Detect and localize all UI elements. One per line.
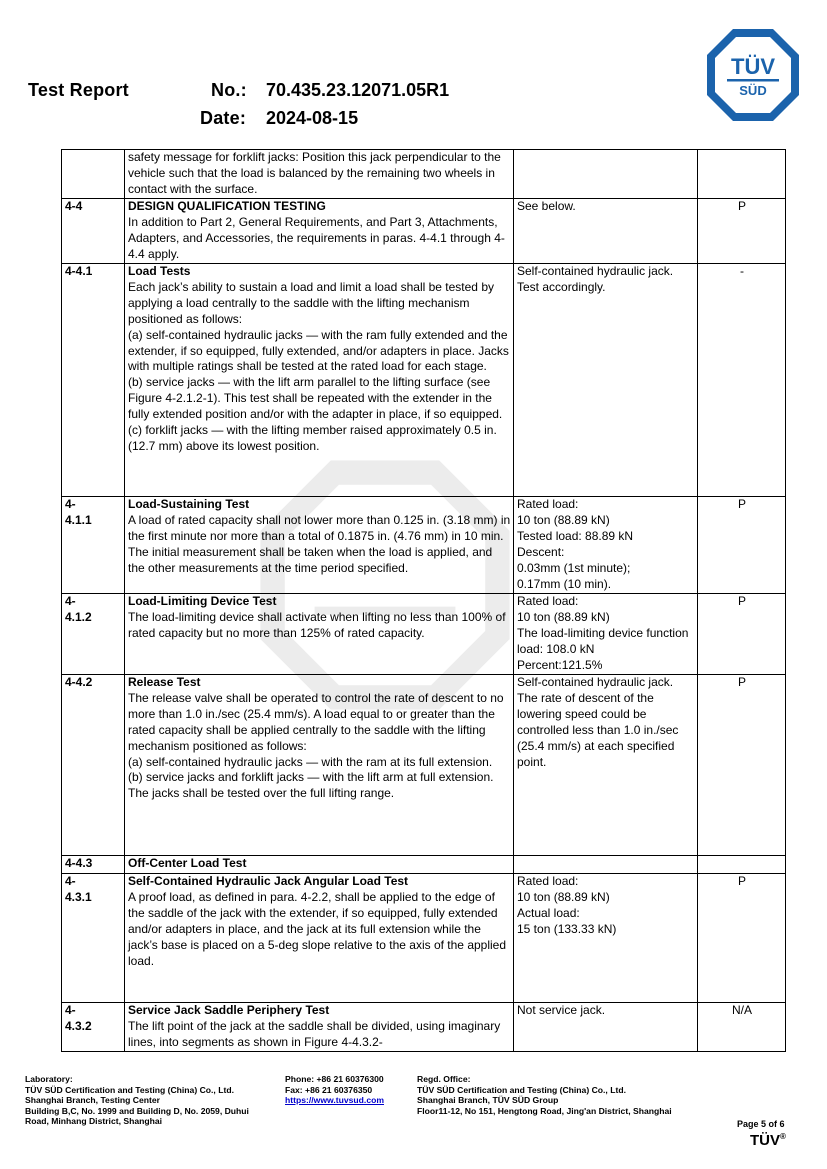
requirements-table <box>61 149 786 1052</box>
footer-phone: Phone: +86 21 60376300 <box>285 1074 384 1084</box>
footer-line: Laboratory: <box>25 1074 73 1084</box>
footer-line: Building B,C, No. 1999 and Building D, No. 2059, Duhui <box>25 1105 249 1116</box>
footer-fax: Fax: +86 21 60376350 <box>285 1084 373 1095</box>
requirement-text: (a) self-contained hydraulic jacks — with the ram fully extended and the extender, if so equipped, fully extended, and/or adapters in place. Jacks with multiple ratings shall be tested at the rated load for each stage. <box>128 327 509 374</box>
clause-title: Load-Sustaining Test <box>128 497 250 511</box>
tuv-sud-logo <box>705 27 801 123</box>
footer-line: TÜV SÜD Certification and Testing (China) Co., Ltd. <box>25 1084 234 1095</box>
clause-title: DESIGN QUALIFICATION TESTING <box>128 199 326 213</box>
requirement-cell <box>125 1003 514 1052</box>
result-line: Tested load: 88.89 kN <box>517 528 634 543</box>
footer-website-link[interactable]: https://www.tuvsud.com <box>285 1095 384 1106</box>
table-row <box>62 1003 786 1052</box>
report-number: 70.435.23.12071.05R1 <box>266 80 450 100</box>
requirement-text: safety message for forklift jacks: Position this jack perpendicular to the vehicle such that the load is balanced by the remaining two wheels in contact with the surface. <box>128 150 501 196</box>
verdict <box>698 856 786 874</box>
requirement-text: (b) service jacks and forklift jacks — with the lift arm at full extension. The jacks shall be tested over the full lifting range. <box>128 770 494 801</box>
clause-number: 4- 4.3.1 <box>62 874 125 1003</box>
footer-line: TÜV SÜD Certification and Testing (China) Co., Ltd. <box>417 1084 626 1095</box>
verdict <box>698 150 786 199</box>
result-line: The rate of descent of the lowering speed could be controlled less than 1.0 in./sec (25.4 mm/s) at each specified point. <box>517 690 679 769</box>
table-row <box>62 150 786 199</box>
requirement-text: (b) service jacks — with the lift arm parallel to the lifting surface (see Figure 4-2.1.2-1). This test shall be repeated with the extender in the fully extended position and/or with the adapter in place, if so equipped. <box>128 375 503 422</box>
verdict: P <box>698 594 786 675</box>
clause-number: 4- 4.1.2 <box>62 594 125 675</box>
result-line: 0.03mm (1st minute); <box>517 560 631 575</box>
requirement-cell <box>125 856 514 874</box>
clause-title: Service Jack Saddle Periphery Test <box>128 1003 330 1017</box>
verdict: P <box>698 497 786 594</box>
result-cell <box>514 874 698 1003</box>
footer-line: Shanghai Branch, Testing Center <box>25 1095 160 1106</box>
requirement-cell <box>125 199 514 264</box>
result-line: 15 ton (133.33 kN) <box>517 921 617 936</box>
result-line: Rated load: <box>517 874 579 888</box>
verdict: P <box>698 675 786 856</box>
clause-title: Load-Limiting Device Test <box>128 594 277 608</box>
footer-line: Floor11-12, No 151, Hengtong Road, Jing'an District, Shanghai <box>417 1105 672 1116</box>
requirement-text: The load-limiting device shall activate when lifting no less than 100% of rated capacity but no more than 125% of rated capacity. <box>128 609 506 640</box>
requirement-cell <box>125 594 514 675</box>
result-cell <box>514 264 698 497</box>
clause-number: 4- 4.3.2 <box>62 1003 125 1052</box>
footer-line: Regd. Office: <box>417 1074 471 1084</box>
requirement-text: The lift point of the jack at the saddle shall be divided, using imaginary lines, into segments as shown in Figure 4-4.3.2- <box>128 1018 501 1049</box>
result-line: Percent:121.5% <box>517 657 603 672</box>
clause-number: 4- 4.1.1 <box>62 497 125 594</box>
footer-line: Road, Minhang District, Shanghai <box>25 1116 163 1127</box>
verdict: - <box>698 264 786 497</box>
result-cell <box>514 150 698 199</box>
result-line: Self-contained hydraulic jack. <box>517 675 674 689</box>
table-row <box>62 856 786 874</box>
report-date-label: Date: <box>200 108 247 128</box>
requirement-cell <box>125 675 514 856</box>
result-cell <box>514 1003 698 1052</box>
footer-registered-office <box>417 1074 672 1116</box>
footer-contact <box>285 1074 384 1106</box>
result-cell <box>514 199 698 264</box>
table-row <box>62 675 786 856</box>
result-line: Not service jack. <box>517 1003 606 1017</box>
clause-number: 4-4.3 <box>62 856 125 874</box>
result-line: 10 ton (88.89 kN) <box>517 889 610 904</box>
requirement-cell <box>125 874 514 1003</box>
result-line: Self-contained hydraulic jack. <box>517 264 674 278</box>
verdict: P <box>698 199 786 264</box>
result-cell <box>514 594 698 675</box>
table-row <box>62 594 786 675</box>
clause-title: Release Test <box>128 675 201 689</box>
report-number-label: No.: <box>211 80 247 100</box>
result-line: Test accordingly. <box>517 279 606 294</box>
clause-title: Off-Center Load Test <box>128 856 247 870</box>
report-date: 2024-08-15 <box>266 108 359 128</box>
tuv-wordmark-text: TÜV <box>750 1132 780 1149</box>
verdict: P <box>698 874 786 1003</box>
result-line: 10 ton (88.89 kN) <box>517 512 610 527</box>
requirement-cell <box>125 264 514 497</box>
result-line: Actual load: <box>517 905 580 920</box>
result-line: Descent: <box>517 544 565 559</box>
requirement-text: (c) forklift jacks — with the lifting member raised approximately 0.5 in. (12.7 mm) above its lowest position. <box>128 423 497 453</box>
logo-text-sud: SÜD <box>739 83 767 98</box>
requirement-text: A load of rated capacity shall not lower more than 0.125 in. (3.18 mm) in the first minute nor more than a total of 0.1875 in. (4.76 mm) in 10 min. The initial measurement shall be taken when the load is applied, and the other measurements at the time period specified. <box>128 512 511 575</box>
clause-number <box>62 150 125 199</box>
page-number: Page 5 of 6 <box>737 1119 785 1129</box>
registered-mark: ® <box>780 1132 786 1141</box>
requirement-text: Each jack’s ability to sustain a load and limit a load shall be tested by applying a load centrally to the saddle with the lifting mechanism positioned as follows: <box>128 279 494 326</box>
tuv-wordmark <box>750 1132 786 1149</box>
requirement-text: (a) self-contained hydraulic jacks — with the ram at its full extension. <box>128 754 493 769</box>
result-line: 0.17mm (10 min). <box>517 576 612 591</box>
requirement-text: In addition to Part 2, General Requirements, and Part 3, Attachments, Adapters, and Accessories, the requirements in paras. 4-4.1 through 4-4.4 apply. <box>128 214 505 261</box>
result-line: Rated load: <box>517 594 579 608</box>
requirement-cell <box>125 497 514 594</box>
requirement-text: The release valve shall be operated to control the rate of descent to no more than 1.0 in./sec (25.4 mm/s). A load equal to or greater than the rated capacity shall be applied centrally to the saddle with the lifting mechanism positioned as follows: <box>128 690 504 753</box>
requirement-cell <box>125 150 514 199</box>
document-type: Test Report <box>28 80 129 100</box>
clause-number: 4-4.1 <box>62 264 125 497</box>
result-line: See below. <box>517 199 576 213</box>
table-row <box>62 874 786 1003</box>
result-cell <box>514 497 698 594</box>
result-cell <box>514 675 698 856</box>
clause-title: Self-Contained Hydraulic Jack Angular Load Test <box>128 874 409 888</box>
verdict: N/A <box>698 1003 786 1052</box>
table-row <box>62 199 786 264</box>
footer-line: Shanghai Branch, TÜV SÜD Group <box>417 1095 559 1106</box>
result-line: The load-limiting device function load: 108.0 kN <box>517 625 689 656</box>
clause-number: 4-4.2 <box>62 675 125 856</box>
clause-title: Load Tests <box>128 264 191 278</box>
footer-laboratory <box>25 1074 275 1127</box>
clause-number: 4-4 <box>62 199 125 264</box>
requirement-text: A proof load, as defined in para. 4-2.2, shall be applied to the edge of the saddle of the jack with the extender, if so equipped, fully extended and/or adapters in place, and the jack at its full extension while the jack’s base is placed on a 5-deg slope relative to the axis of the applied load. <box>128 889 507 968</box>
result-cell <box>514 856 698 874</box>
table-row <box>62 264 786 497</box>
table-row <box>62 497 786 594</box>
logo-text-tuv: TÜV <box>731 54 775 79</box>
result-line: 10 ton (88.89 kN) <box>517 609 610 624</box>
result-line: Rated load: <box>517 497 579 511</box>
